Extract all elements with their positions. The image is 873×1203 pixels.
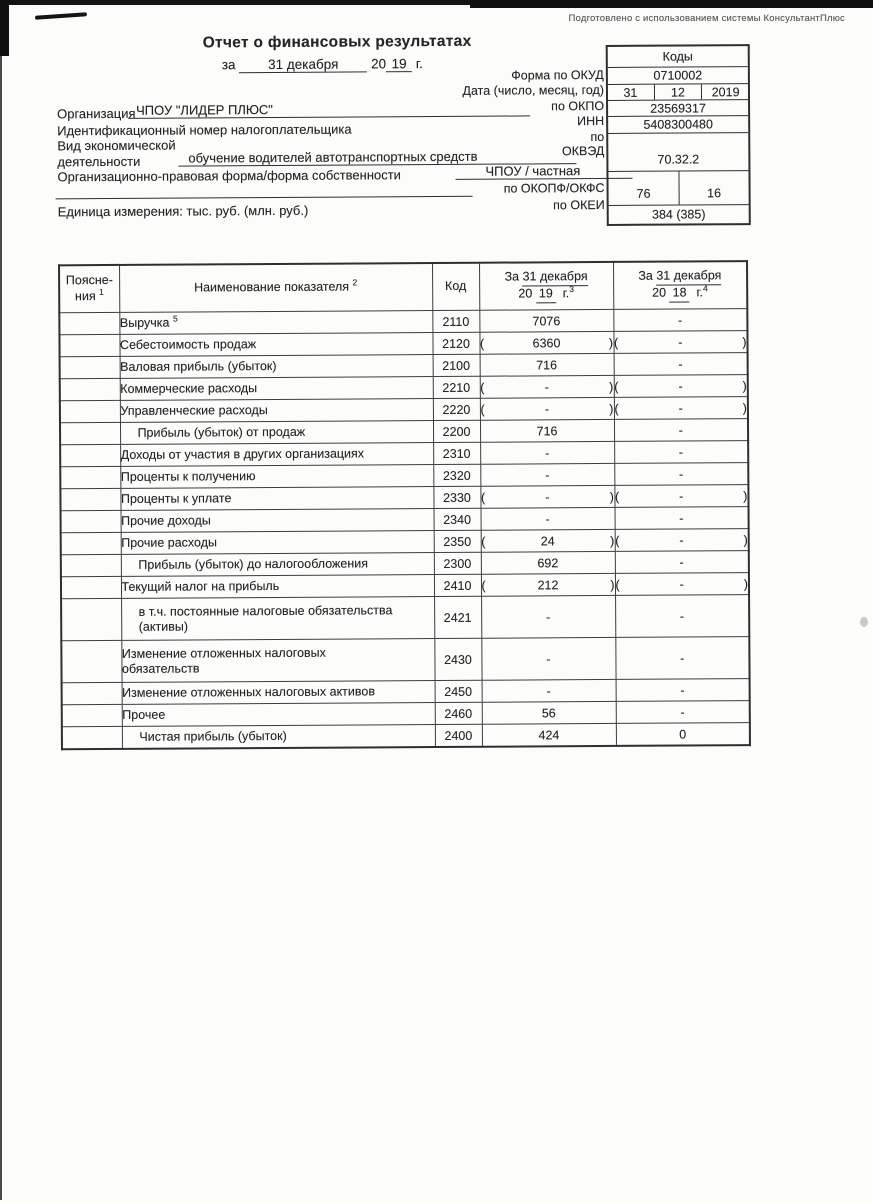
indicator-name: Прибыль (убыток) от продаж bbox=[120, 421, 433, 445]
okud-value: 0710002 bbox=[608, 66, 748, 84]
value-2019: ( - ) bbox=[480, 485, 614, 508]
indicator-code: 2310 bbox=[433, 442, 480, 464]
activity-label-line2: деятельности bbox=[57, 153, 141, 170]
value-2019: - bbox=[481, 595, 615, 638]
close-paren: ) bbox=[609, 401, 614, 416]
explanations-cell bbox=[60, 488, 120, 510]
explanations-cell bbox=[61, 554, 121, 576]
indicator-name: Прочее bbox=[122, 703, 435, 727]
value-2018: - bbox=[614, 419, 748, 442]
label-form-okud: Форма по ОКУД bbox=[511, 67, 604, 83]
indicator-name: Валовая прибыль (убыток) bbox=[120, 355, 433, 379]
okfs-value: 16 bbox=[678, 171, 748, 204]
value-2018: - bbox=[614, 441, 748, 464]
indicator-name: Проценты к уплате bbox=[120, 487, 433, 511]
explanations-cell bbox=[60, 356, 120, 378]
okved-value: 70.32.2 bbox=[608, 132, 748, 171]
value-2018: - bbox=[614, 463, 748, 486]
explanations-cell bbox=[61, 640, 121, 682]
value-2019: - bbox=[482, 679, 616, 702]
indicator-name: в т.ч. постоянные налоговые обязательства (активы) bbox=[121, 597, 434, 641]
indicator-code: 2330 bbox=[433, 486, 480, 508]
explanations-cell bbox=[60, 422, 120, 444]
open-paren: ( bbox=[479, 336, 485, 351]
org-label: Организация bbox=[57, 105, 136, 122]
open-paren: ( bbox=[481, 578, 486, 593]
value-2019: - bbox=[481, 507, 615, 530]
indicator-name: Прочие расходы bbox=[121, 531, 434, 555]
report-period bbox=[222, 56, 423, 73]
value-2019: ( 24 ) bbox=[481, 529, 615, 552]
table-row-2400 bbox=[62, 723, 750, 750]
org-name: ЧПОУ "ЛИДЕР ПЛЮС" bbox=[128, 100, 530, 118]
blank-fill-line bbox=[56, 196, 473, 200]
label-okei: по ОКЕИ bbox=[553, 197, 605, 213]
value-2018: ( - ) bbox=[615, 573, 749, 596]
table-row-2430 bbox=[61, 637, 749, 683]
okei-value: 384 (385) bbox=[609, 204, 749, 224]
period-date: 31 декабря bbox=[239, 56, 367, 73]
indicator-code: 2210 bbox=[433, 376, 480, 398]
close-paren: ) bbox=[743, 488, 748, 503]
activity-label-line1: Вид экономической bbox=[57, 137, 176, 154]
indicator-code: 2340 bbox=[434, 508, 481, 530]
value-2018: ( - ) bbox=[614, 397, 748, 420]
value-2019: - bbox=[480, 441, 614, 464]
indicator-name: Управленческие расходы bbox=[120, 399, 433, 423]
open-paren: ( bbox=[614, 401, 619, 416]
close-paren: ) bbox=[610, 533, 615, 548]
indicator-code: 2320 bbox=[433, 464, 480, 486]
open-paren: ( bbox=[613, 335, 619, 350]
value-2018: ( - ) bbox=[614, 375, 748, 398]
close-paren: ) bbox=[743, 532, 748, 547]
unit-of-measure: Единица измерения: тыс. руб. (млн. руб.) bbox=[57, 202, 309, 220]
label-okopf-okfs: по ОКОПФ/ОКФС bbox=[503, 180, 605, 196]
indicator-code: 2460 bbox=[435, 702, 482, 724]
col-period-2019: За 31 декабря 20 19 г.$^3$ bbox=[479, 262, 613, 310]
date-day: 31 bbox=[623, 85, 638, 100]
value-2019: - bbox=[480, 463, 614, 486]
indicator-code: 2100 bbox=[433, 354, 480, 376]
value-2019: ( - ) bbox=[480, 397, 614, 420]
label-date: Дата (число, месяц, год) bbox=[462, 82, 605, 98]
legal-form-value: ЧПОУ / частная bbox=[455, 163, 632, 180]
indicator-code: 2120 bbox=[432, 332, 479, 354]
indicator-code: 2350 bbox=[434, 530, 481, 552]
label-po: по bbox=[590, 129, 605, 145]
indicator-name: Себестоимость продаж bbox=[119, 333, 432, 357]
explanations-cell bbox=[61, 598, 121, 640]
value-2019: ( 212 ) bbox=[481, 573, 615, 596]
indicator-code: 2220 bbox=[433, 398, 480, 420]
okpo-value: 23569317 bbox=[608, 99, 748, 116]
col-explanations: Поясне- ния $^1$ bbox=[59, 265, 119, 313]
value-2018: - bbox=[615, 637, 749, 680]
value-2018: - bbox=[616, 701, 750, 724]
close-paren: ) bbox=[608, 335, 614, 350]
indicator-code: 2110 bbox=[432, 310, 479, 332]
close-paren: ) bbox=[609, 379, 614, 394]
open-paren: ( bbox=[614, 379, 619, 394]
explanations-cell bbox=[61, 576, 121, 598]
value-2018: ( - ) bbox=[613, 331, 747, 354]
taxpayer-id-label: Идентификационный номер налогоплательщика bbox=[57, 121, 352, 139]
value-2019: - bbox=[481, 637, 615, 680]
indicator-code: 2400 bbox=[435, 724, 482, 747]
explanations-cell bbox=[60, 466, 120, 488]
explanations-cell bbox=[60, 378, 120, 400]
col-period-2018: За 31 декабря 20 18 г.$^4$ bbox=[613, 261, 747, 309]
value-2018: - bbox=[613, 309, 747, 332]
value-2018: - bbox=[616, 679, 750, 702]
period-suffix: г. bbox=[415, 56, 423, 72]
open-paren: ( bbox=[480, 402, 485, 417]
date-value bbox=[608, 83, 748, 100]
table-row-2421 bbox=[61, 595, 749, 641]
indicator-code: 2450 bbox=[435, 680, 482, 702]
value-2018: - bbox=[614, 353, 748, 376]
activity-value: обучение водителей автотранспортных средств bbox=[178, 148, 576, 166]
indicator-code: 2410 bbox=[434, 574, 481, 596]
explanations-cell bbox=[59, 312, 119, 334]
indicator-code: 2300 bbox=[434, 552, 481, 574]
close-paren: ) bbox=[610, 577, 615, 592]
open-paren: ( bbox=[480, 380, 485, 395]
explanations-cell bbox=[61, 510, 121, 532]
indicator-name: Доходы от участия в других организациях bbox=[120, 443, 433, 467]
period-year: 19 bbox=[386, 56, 412, 72]
open-paren: ( bbox=[480, 490, 486, 505]
value-2018: ( - ) bbox=[615, 529, 749, 552]
explanations-cell bbox=[60, 444, 120, 466]
indicator-name: Прибыль (убыток) до налогообложения bbox=[121, 553, 434, 577]
explanations-cell bbox=[61, 532, 121, 554]
indicator-name: Выручка $^5$ bbox=[119, 311, 432, 335]
legal-form-label: Организационно-правовая форма/форма собственности bbox=[57, 167, 401, 185]
col-code: Код bbox=[432, 263, 479, 311]
okopf-value: 76 bbox=[636, 186, 651, 201]
period-prefix: за bbox=[221, 57, 236, 73]
value-2019: 424 bbox=[482, 723, 616, 746]
date-year: 2019 bbox=[701, 84, 749, 99]
indicator-name: Изменение отложенных налоговых активов bbox=[122, 681, 435, 705]
codes-header: Коды bbox=[662, 49, 693, 64]
label-inn: ИНН bbox=[577, 113, 605, 129]
explanations-cell bbox=[60, 400, 120, 422]
period-century: 20 bbox=[370, 56, 387, 72]
value-2018: ( - ) bbox=[614, 485, 748, 508]
indicator-name: Текущий налог на прибыль bbox=[121, 575, 434, 599]
explanations-cell bbox=[62, 704, 122, 726]
open-paren: ( bbox=[614, 489, 620, 504]
indicator-code: 2421 bbox=[434, 596, 481, 638]
value-2019: ( - ) bbox=[480, 375, 614, 398]
value-2018: - bbox=[615, 551, 749, 574]
indicator-code: 2200 bbox=[433, 420, 480, 442]
value-2019: 692 bbox=[481, 551, 615, 574]
close-paren: ) bbox=[742, 378, 747, 393]
label-okpo: по ОКПО bbox=[551, 98, 605, 114]
close-paren: ) bbox=[609, 489, 614, 504]
value-2018: - bbox=[615, 507, 749, 530]
footnote-marker: 5 bbox=[172, 313, 178, 324]
open-paren: ( bbox=[481, 534, 486, 549]
open-paren: ( bbox=[615, 577, 620, 592]
close-paren: ) bbox=[742, 334, 747, 349]
value-2019: ( 6360 ) bbox=[479, 331, 613, 354]
explanations-cell bbox=[59, 334, 119, 356]
value-2019: 56 bbox=[482, 701, 616, 724]
explanations-cell bbox=[62, 682, 122, 704]
explanations-cell bbox=[62, 726, 122, 749]
value-2019: 716 bbox=[480, 419, 614, 442]
value-2019: 716 bbox=[480, 353, 614, 376]
indicator-name: Проценты к получению bbox=[120, 465, 433, 489]
col-indicator-name: Наименование показателя $^2$ bbox=[119, 263, 432, 312]
close-paren: ) bbox=[743, 576, 749, 591]
value-2018: - bbox=[615, 595, 749, 638]
value-2019: 7076 bbox=[479, 309, 613, 332]
close-paren: ) bbox=[742, 400, 747, 415]
indicator-name: Изменение отложенных налоговых обязательств bbox=[121, 639, 434, 683]
table-header-row bbox=[59, 261, 747, 313]
document-title: Отчет о финансовых результатах bbox=[202, 32, 472, 52]
value-2018: 0 bbox=[616, 723, 750, 746]
consultantplus-watermark: Подготовлено с использованием системы КонсультантПлюс bbox=[568, 13, 845, 24]
indicator-name: Прочие доходы bbox=[121, 509, 434, 533]
indicator-name: Коммерческие расходы bbox=[120, 377, 433, 401]
open-paren: ( bbox=[615, 533, 620, 548]
codes-box bbox=[606, 44, 751, 226]
label-okved: ОКВЭД bbox=[561, 143, 605, 159]
inn-value: 5408300480 bbox=[608, 115, 748, 133]
financial-results-table bbox=[58, 260, 751, 750]
indicator-name: Чистая прибыль (убыток) bbox=[122, 725, 435, 749]
date-month: 12 bbox=[654, 84, 702, 99]
indicator-code: 2430 bbox=[434, 638, 481, 680]
